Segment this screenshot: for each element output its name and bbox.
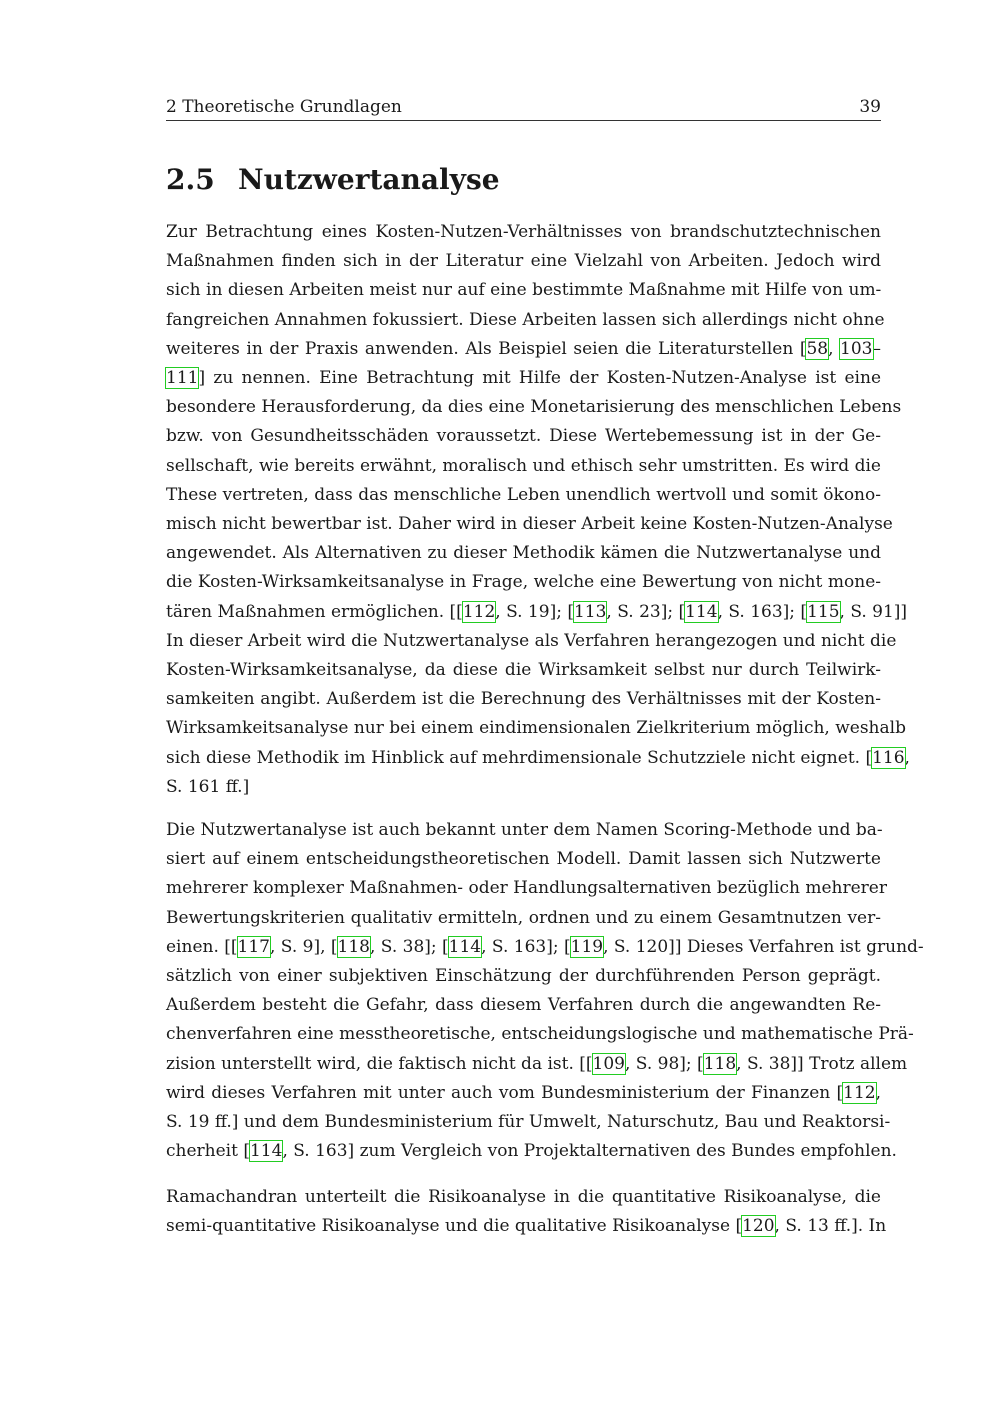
- text-line: sich in diesen Arbeiten meist nur auf eine bestimmte Maßnahme mit Hilfe von um-: [166, 280, 882, 301]
- citation-link[interactable]: 111: [166, 368, 199, 389]
- text-line: 111] zu nennen. Eine Betrachtung mit Hilfe der Kosten-Nutzen-Analyse ist eine: [166, 368, 881, 389]
- citation-link[interactable]: 113: [573, 601, 607, 622]
- text-line: Kosten-Wirksamkeitsanalyse, da diese die Wirksamkeit selbst nur durch Teilwirk-: [166, 660, 881, 681]
- text-line: Wirksamkeitsanalyse nur bei einem eindimensionalen Zielkriterium möglich, weshalb: [166, 718, 906, 739]
- text-line: S. 19 ff.] und dem Bundesministerium für Umwelt, Naturschutz, Bau und Reaktorsi-: [166, 1112, 891, 1133]
- text-line: wird dieses Verfahren mit unter auch vom Bundesministerium der Finanzen [112,: [166, 1082, 881, 1103]
- text-line: Bewertungskriterien qualitativ ermitteln, ordnen und zu einem Gesamtnutzen ver-: [166, 907, 881, 928]
- text-line: siert auf einem entscheidungstheoretischen Modell. Damit lassen sich Nutzwerte: [166, 849, 881, 870]
- paragraph-2: [166, 816, 924, 1166]
- citation-link[interactable]: 118: [703, 1053, 737, 1074]
- text-line: Außerdem besteht die Gefahr, dass diesem Verfahren durch die angewandten Re-: [166, 995, 881, 1016]
- text-line: sich diese Methodik im Hinblick auf mehrdimensionale Schutzziele nicht eignet. [116,: [166, 747, 910, 768]
- chapter-title: 2 Theoretische Grundlagen: [166, 97, 402, 117]
- citation-link[interactable]: 114: [448, 936, 482, 957]
- text-line: semi-quantitative Risikoanalyse und die qualitative Risikoanalyse [120, S. 13 ff.]. In: [166, 1216, 887, 1237]
- text-line: angewendet. Als Alternativen zu dieser Methodik kämen die Nutzwertanalyse und: [166, 543, 881, 564]
- citation-link[interactable]: 116: [872, 747, 905, 768]
- citation-link[interactable]: 118: [337, 936, 370, 957]
- text-line: weiteres in der Praxis anwenden. Als Beispiel seien die Literaturstellen [58, 103–: [166, 338, 881, 359]
- citation-link[interactable]: 112: [843, 1082, 876, 1103]
- page-number: 39: [859, 97, 881, 117]
- text-line: sätzlich von einer subjektiven Einschätzung der durchführenden Person geprägt.: [166, 966, 881, 987]
- section-number: 2.5: [166, 163, 215, 196]
- paragraph-3: [166, 1183, 887, 1241]
- text-line: Ramachandran unterteilt die Risikoanalyse in die quantitative Risikoanalyse, die: [166, 1187, 881, 1207]
- text-line: bzw. von Gesundheitsschäden voraussetzt. Diese Wertebemessung ist in der Ge-: [166, 426, 881, 447]
- running-header: [166, 96, 881, 121]
- citation-link[interactable]: 119: [570, 936, 604, 957]
- text-line: einen. [[117, S. 9], [118, S. 38]; [114, S. 163]; [119, S. 120]] Dieses Verfahren ist grund-: [166, 936, 924, 957]
- citation-link[interactable]: 58: [806, 338, 829, 359]
- text-line: tären Maßnahmen ermöglichen. [[112, S. 19]; [113, S. 23]; [114, S. 163]; [115, S. 91]]: [166, 601, 908, 622]
- text-line: cherheit [114, S. 163] zum Vergleich von Projektalternativen des Bundes empfohlen.: [166, 1141, 897, 1162]
- text-line: zision unterstellt wird, die faktisch nicht da ist. [[109, S. 98]; [118, S. 38]] Trotz allem: [166, 1053, 908, 1074]
- citation-link[interactable]: 103: [840, 338, 873, 359]
- section-title: Nutzwertanalyse: [238, 163, 500, 196]
- text-line: chenverfahren eine messtheoretische, entscheidungslogische und mathematische Prä-: [166, 1024, 914, 1045]
- citation-link[interactable]: 112: [462, 601, 496, 622]
- text-line: Maßnahmen finden sich in der Literatur eine Vielzahl von Arbeiten. Jedoch wird: [166, 251, 881, 272]
- citation-link[interactable]: 120: [742, 1216, 775, 1237]
- text-line: S. 161 ff.]: [166, 776, 250, 797]
- text-line: besondere Herausforderung, da dies eine Monetarisierung des menschlichen Lebens: [166, 397, 902, 418]
- text-line: die Kosten-Wirksamkeitsanalyse in Frage, welche eine Bewertung von nicht mone-: [166, 572, 881, 593]
- text-line: samkeiten angibt. Außerdem ist die Berechnung des Verhältnisses mit der Kosten-: [166, 689, 881, 710]
- text-line: fangreichen Annahmen fokussiert. Diese Arbeiten lassen sich allerdings nicht ohne: [166, 309, 885, 330]
- citation-link[interactable]: 109: [592, 1053, 625, 1074]
- citation-link[interactable]: 114: [685, 601, 718, 622]
- paragraph-1: [166, 218, 910, 802]
- text-line: These vertreten, dass das menschliche Leben unendlich wertvoll und somit ökono-: [166, 484, 881, 505]
- text-line: Zur Betrachtung eines Kosten-Nutzen-Verhältnisses von brandschutztechnischen: [166, 222, 881, 242]
- citation-link[interactable]: 114: [249, 1141, 283, 1162]
- citation-link[interactable]: 115: [807, 601, 840, 622]
- text-line: In dieser Arbeit wird die Nutzwertanalyse als Verfahren herangezogen und nicht die: [166, 630, 897, 651]
- text-line: Die Nutzwertanalyse ist auch bekannt unter dem Namen Scoring-Methode und ba-: [166, 820, 883, 840]
- text-line: sellschaft, wie bereits erwähnt, moralisch und ethisch sehr umstritten. Es wird die: [166, 455, 881, 476]
- text-line: misch nicht bewertbar ist. Daher wird in dieser Arbeit keine Kosten-Nutzen-Analyse: [166, 514, 893, 535]
- citation-link[interactable]: 117: [237, 936, 270, 957]
- section-heading: [166, 162, 500, 198]
- text-line: mehrerer komplexer Maßnahmen- oder Handlungsalternativen bezüglich mehrerer: [166, 878, 887, 899]
